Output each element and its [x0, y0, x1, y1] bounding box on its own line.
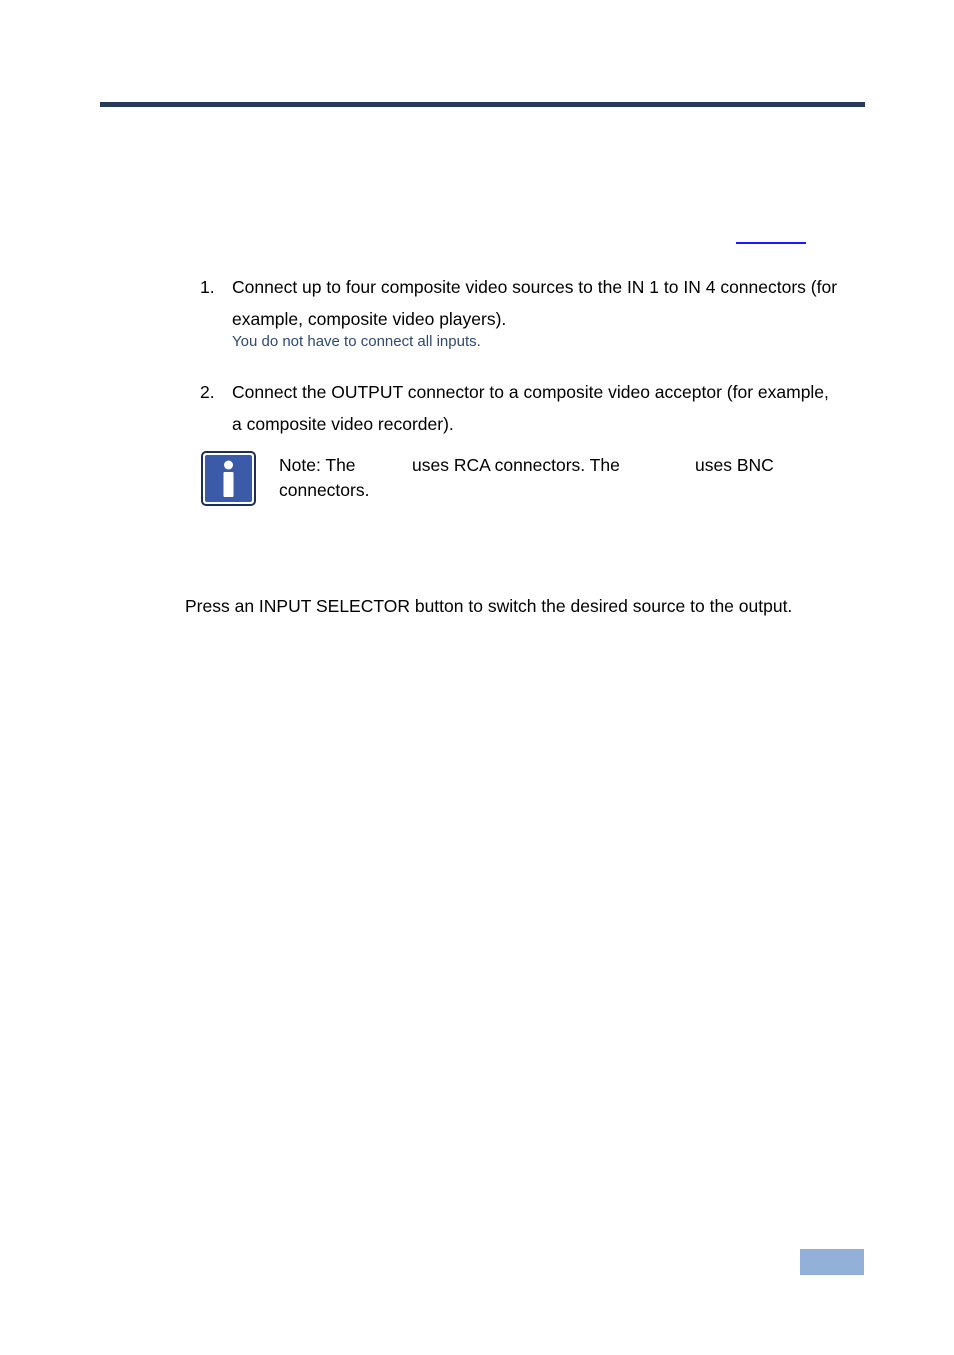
header-rule: [100, 102, 865, 107]
note-text-middle: uses RCA connectors. The: [412, 455, 620, 475]
cross-reference-link[interactable]: [736, 242, 806, 244]
operation-paragraph: Press an INPUT SELECTOR button to switch the desired source to the output.: [185, 596, 793, 616]
step-number: 1.: [200, 277, 215, 297]
page-number-tab: [800, 1249, 864, 1275]
note-text-continued: connectors.: [279, 480, 370, 500]
step-text: Connect up to four composite video sources to the IN 1 to IN 4 connectors (for example, composite video players).: [232, 277, 838, 329]
info-icon: [201, 451, 256, 506]
note-text-end: uses BNC: [695, 455, 774, 475]
step-hint: You do not have to connect all inputs.: [232, 333, 481, 350]
step-number: 2.: [200, 382, 215, 402]
step-text: Connect the OUTPUT connector to a composite video acceptor (for example, a composite video recorder).: [232, 382, 829, 434]
note-text-start: Note: The: [279, 455, 356, 475]
